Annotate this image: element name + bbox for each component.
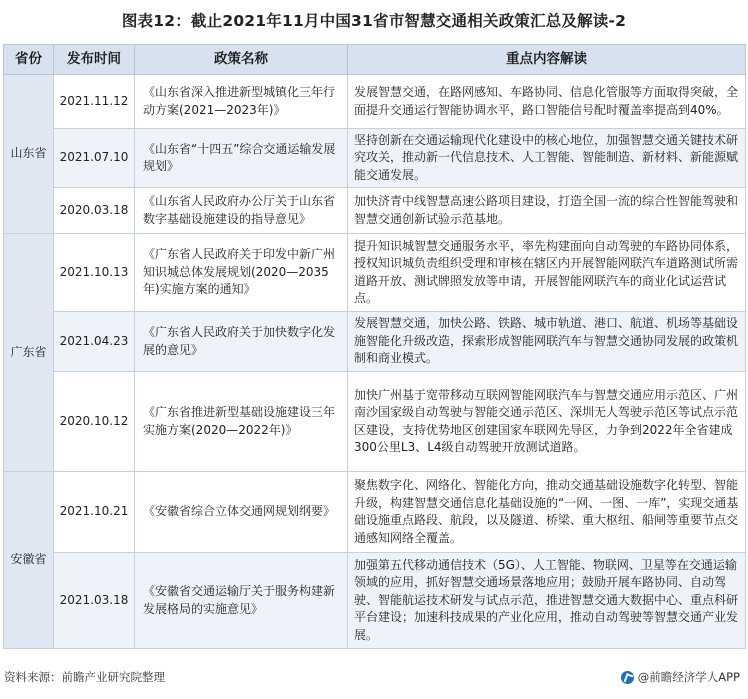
header-date: 发布时间 [54,45,135,75]
table-row [4,75,746,129]
date-cell: 2021.07.10 [54,129,135,188]
policy-name-cell: 《安徽省交通运输厅关于服务构建新发展格局的实施意见》 [135,553,348,649]
content-cell: 发展智慧交通，在路网感知、车路协同、信息化管服等方面取得突破，全面提升交通运行智能协调水平，路口智能信号配时覆盖率提高到40%。 [348,75,746,129]
policy-name-cell: 《广东省人民政府关于印发中新广州知识城总体发展规划(2020—2035年)实施方案的通知》 [135,234,348,312]
content-cell: 提升知识城智慧交通服务水平，率先构建面向自动驾驶的车路协同体系，授权知识城负责组织受理和审核在辖区内开展智能网联汽车道路测试所需道路开放、测试牌照发放等申请，开展智能网联汽车的商业化试运营试点。 [348,234,746,312]
content-cell: 加快济青中线智慧高速公路项目建设，打造全国一流的综合性智能驾驶和智慧交通创新试验示范基地。 [348,188,746,234]
brand-credit [621,669,740,685]
header-province: 省份 [4,45,54,75]
policy-name-cell: 《广东省推进新型基础设施建设三年实施方案(2020—2022年)》 [135,372,348,472]
chart-title: 图表12：截止2021年11月中国31省市智慧交通相关政策汇总及解读-2 [121,12,627,30]
policy-name-cell: 《山东省深入推进新型城镇化三年行动方案(2021—2023年)》 [135,75,348,129]
date-cell: 2021.11.12 [54,75,135,129]
province-cell: 山东省 [4,75,54,234]
date-cell: 2020.10.12 [54,372,135,472]
date-cell: 2021.10.21 [54,472,135,553]
date-cell: 2021.04.23 [54,312,135,372]
policy-table [3,44,746,649]
content-cell: 加快广州基于宽带移动互联网智能网联汽车与智慧交通应用示范区、广州南沙国家级自动驾驶与智能交通示范区、深圳无人驾驶示范区等试点示范区建设，支持优势地区创建国家车联网先导区，力争到2022年全省建成300公里L3、L4级自动驾驶开放测试道路。 [348,372,746,472]
province-cell: 广东省 [4,234,54,472]
date-cell: 2021.10.13 [54,234,135,312]
table-row [4,234,746,312]
content-cell: 坚持创新在交通运输现代化建设中的核心地位，加强智慧交通关键技术研究攻关，推动新一代信息技术、人工智能、智能制造、新材料、新能源赋能交通发展。 [348,129,746,188]
table-row [4,553,746,649]
table-row [4,188,746,234]
source-note: 资料来源：前瞻产业研究院整理 [4,670,165,684]
policy-name-cell: 《广东省人民政府关于加快数字化发展的意见》 [135,312,348,372]
policy-name-cell: 《山东省“十四五”综合交通运输发展规划》 [135,129,348,188]
content-cell: 发展智慧交通，加快公路、铁路、城市轨道、港口、航道、机场等基础设施智能化升级改造，探索形成智能网联汽车与智慧交通协同发展的政策机制和商业模式。 [348,312,746,372]
brand-label: @前瞻经济学人APP [637,670,740,684]
content-cell: 加强第五代移动通信技术（5G）、人工智能、物联网、卫星等在交通运输领域的应用，抓好智慧交通场景落地应用；鼓励开展车路协同、自动驾驶、智能航运技术研发与试点示范，推进智慧交通大数据中心、重点科研平台建设；加速科技成果的产业化应用，推动自动驾驶等智慧交通产业发展。 [348,553,746,649]
table-row [4,372,746,472]
content-cell: 聚焦数字化、网络化、智能化方向，推动交通基础设施数字化转型、智能升级，构建智慧交通信息化基础设施的“一网、一图、一库”，实现交通基础设施重点路段、航段，以及隧道、桥梁、重大枢纽、船闸等重要节点交通感知网络全覆盖。 [348,472,746,553]
province-cell: 安徽省 [4,472,54,649]
table-row [4,312,746,372]
table-row [4,129,746,188]
policy-name-cell: 《山东省人民政府办公厅关于山东省数字基础设施建设的指导意见》 [135,188,348,234]
table-header-row [4,45,746,75]
header-key-content: 重点内容解读 [348,45,746,75]
footer [0,666,748,688]
policy-name-cell: 《安徽省综合立体交通网规划纲要》 [135,472,348,553]
brand-logo-icon [621,671,634,684]
date-cell: 2020.03.18 [54,188,135,234]
table-row [4,472,746,553]
date-cell: 2021.03.18 [54,553,135,649]
header-policy-name: 政策名称 [135,45,348,75]
